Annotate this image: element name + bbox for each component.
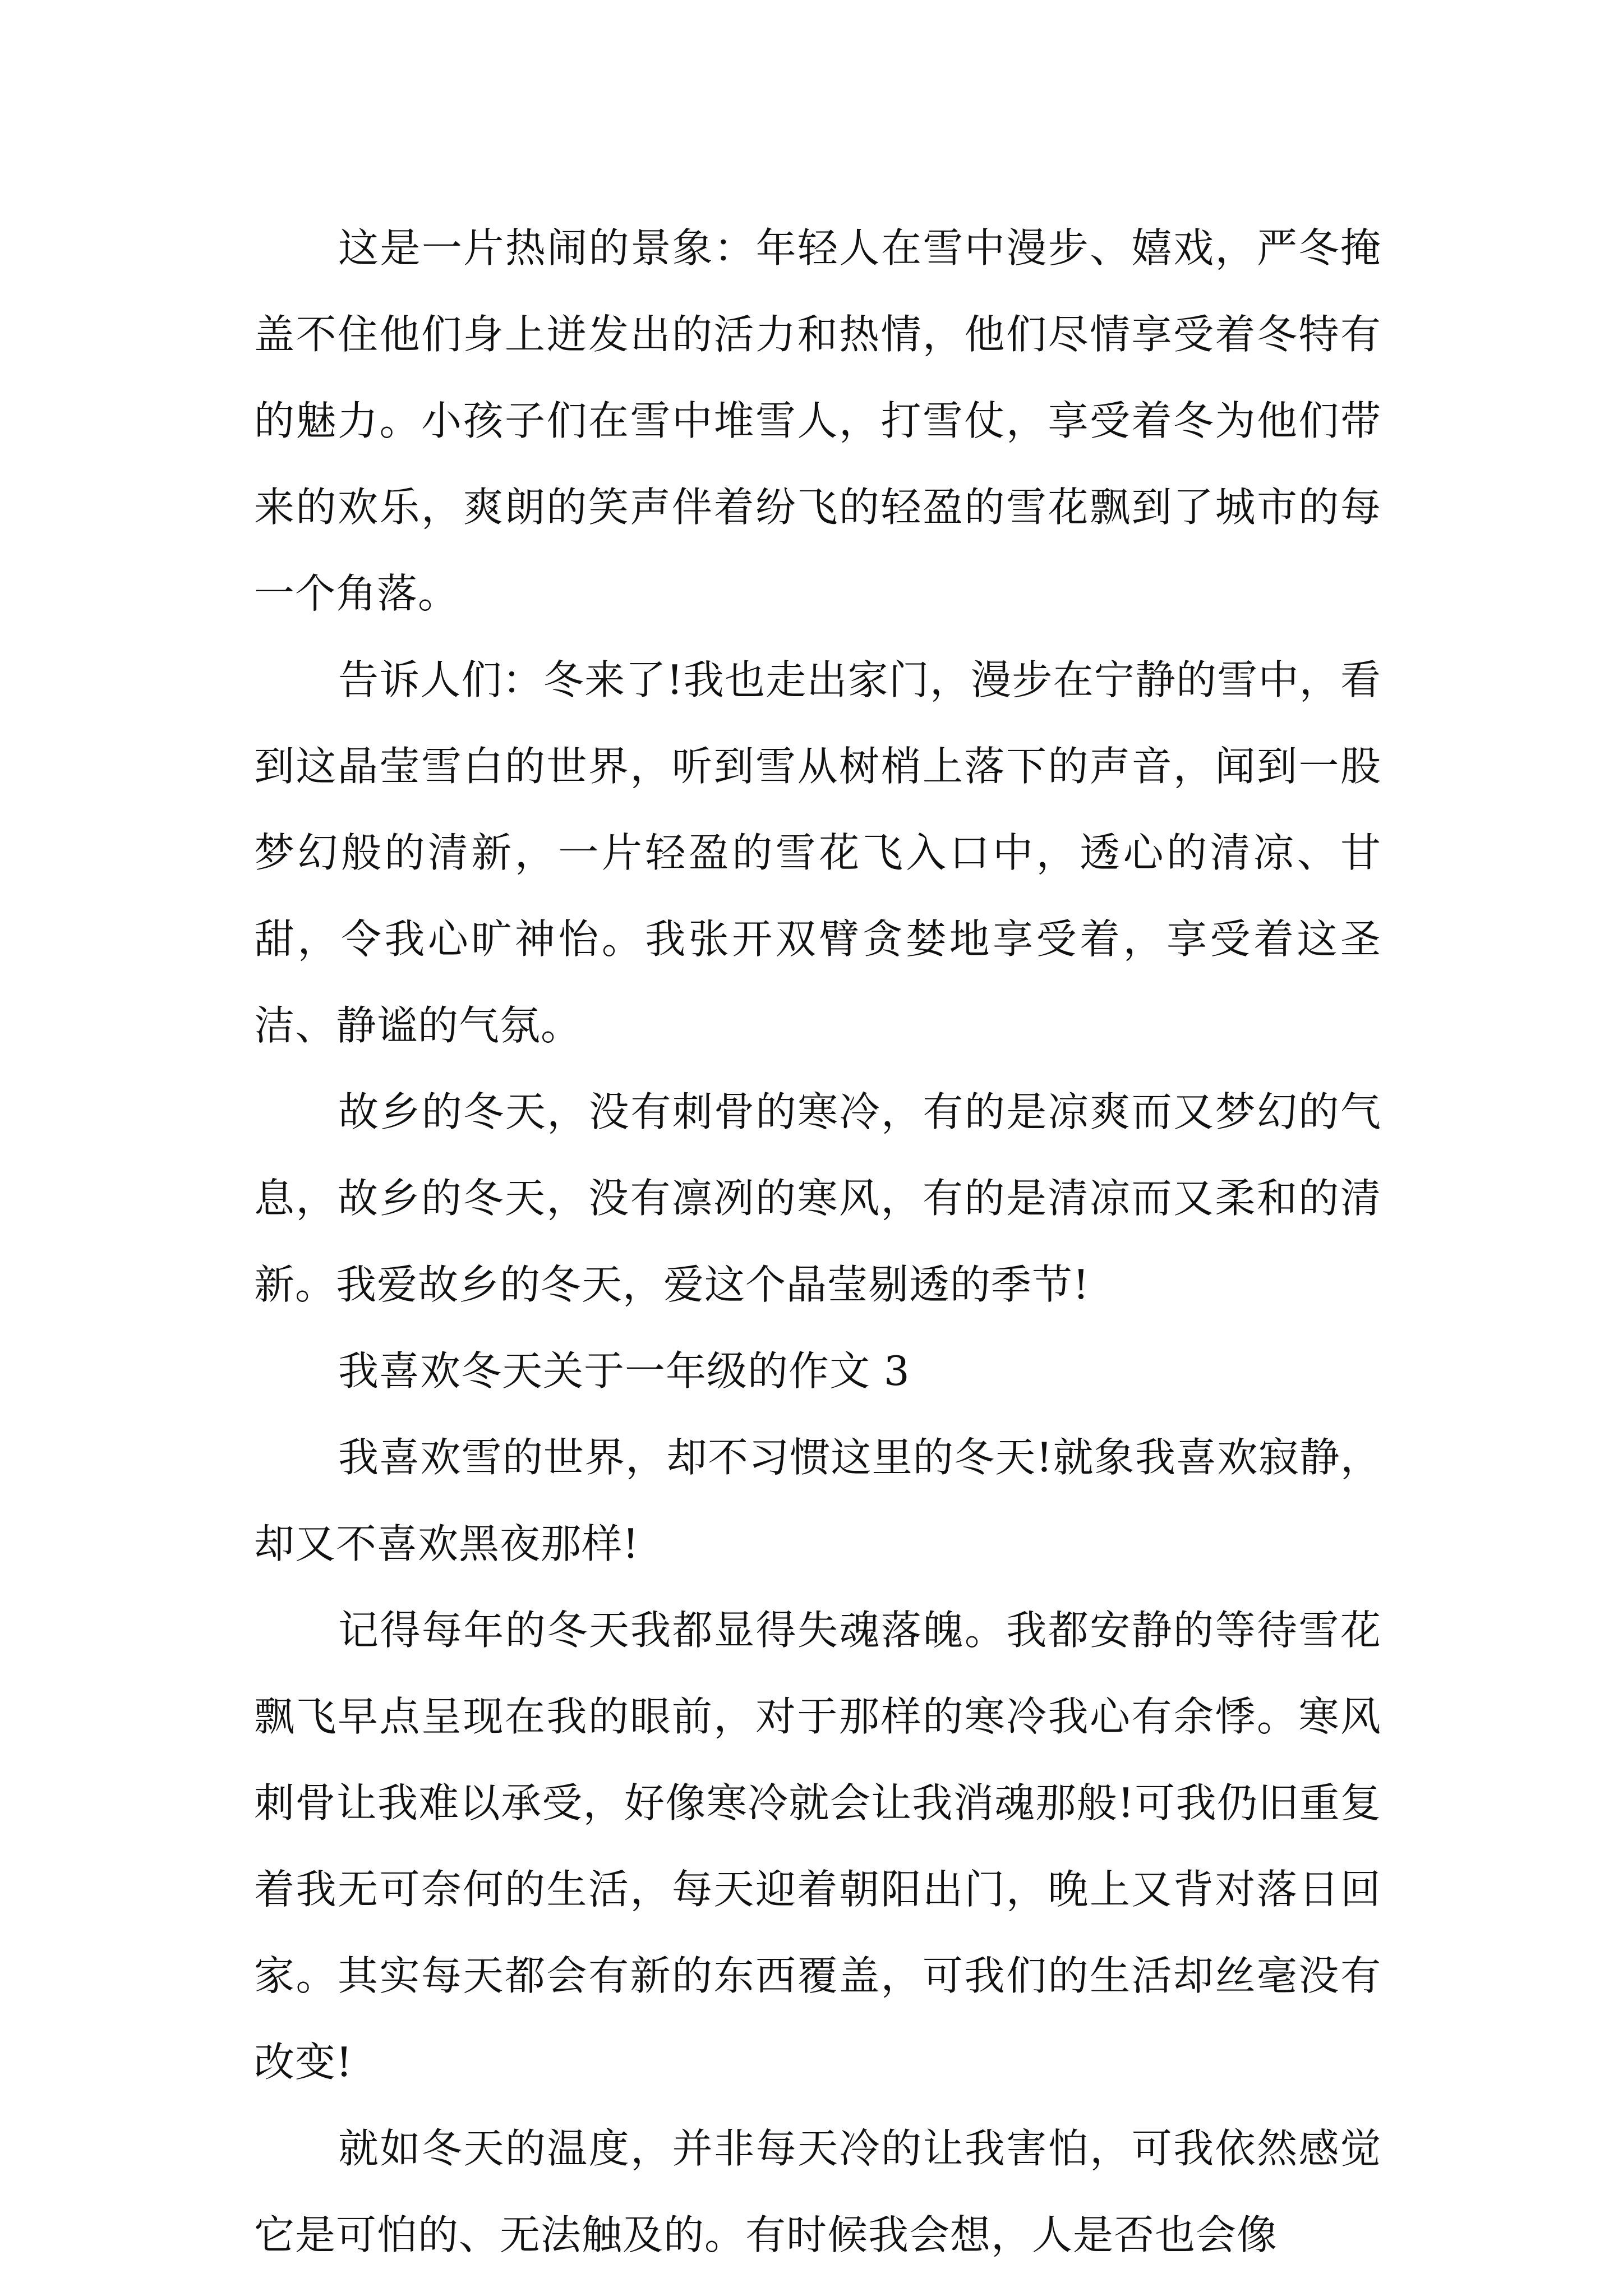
paragraph-1: 这是一片热闹的景象：年轻人在雪中漫步、嬉戏，严冬掩盖不住他们身上迸发出的活力和热情，他们尽情享受着冬特有的魅力。小孩子们在雪中堆雪人，打雪仗，享受着冬为他们带来的欢乐，爽朗的笑声伴着纷飞的轻盈的雪花飘到了城市的每一个角落。 bbox=[254, 224, 1381, 617]
paragraph-2: 告诉人们：冬来了!我也走出家门，漫步在宁静的雪中，看到这晶莹雪白的世界，听到雪从树梢上落下的声音，闻到一股梦幻般的清新，一片轻盈的雪花飞入口中，透心的清凉、甘甜，令我心旷神怡。我张开双臂贪婪地享受着，享受着这圣洁、静谧的气氛。 bbox=[254, 656, 1381, 1049]
paragraph-6: 就如冬天的温度，并非每天冷的让我害怕，可我依然感觉它是可怕的、无法触及的。有时候我会想，人是否也会像 bbox=[254, 2125, 1381, 2258]
document-body bbox=[254, 205, 1381, 2278]
paragraph-5: 记得每年的冬天我都显得失魂落魄。我都安静的等待雪花飘飞早点呈现在我的眼前，对于那样的寒冷我心有余悸。寒风刺骨让我难以承受，好像寒冷就会让我消魂那般!可我仍旧重复着我无可奈何的生活，每天迎着朝阳出门，晚上又背对落日回家。其实每天都会有新的东西覆盖，可我们的生活却丝毫没有改变! bbox=[254, 1607, 1381, 2086]
section-heading: 我喜欢冬天关于一年级的作文 3 bbox=[338, 1347, 910, 1395]
paragraph-3: 故乡的冬天，没有刺骨的寒冷，有的是凉爽而又梦幻的气息，故乡的冬天，没有凛冽的寒风，有的是清凉而又柔和的清新。我爱故乡的冬天，爱这个晶莹剔透的季节! bbox=[254, 1088, 1381, 1308]
paragraph-4: 我喜欢雪的世界，却不习惯这里的冬天!就象我喜欢寂静，却又不喜欢黑夜那样! bbox=[254, 1434, 1381, 1567]
